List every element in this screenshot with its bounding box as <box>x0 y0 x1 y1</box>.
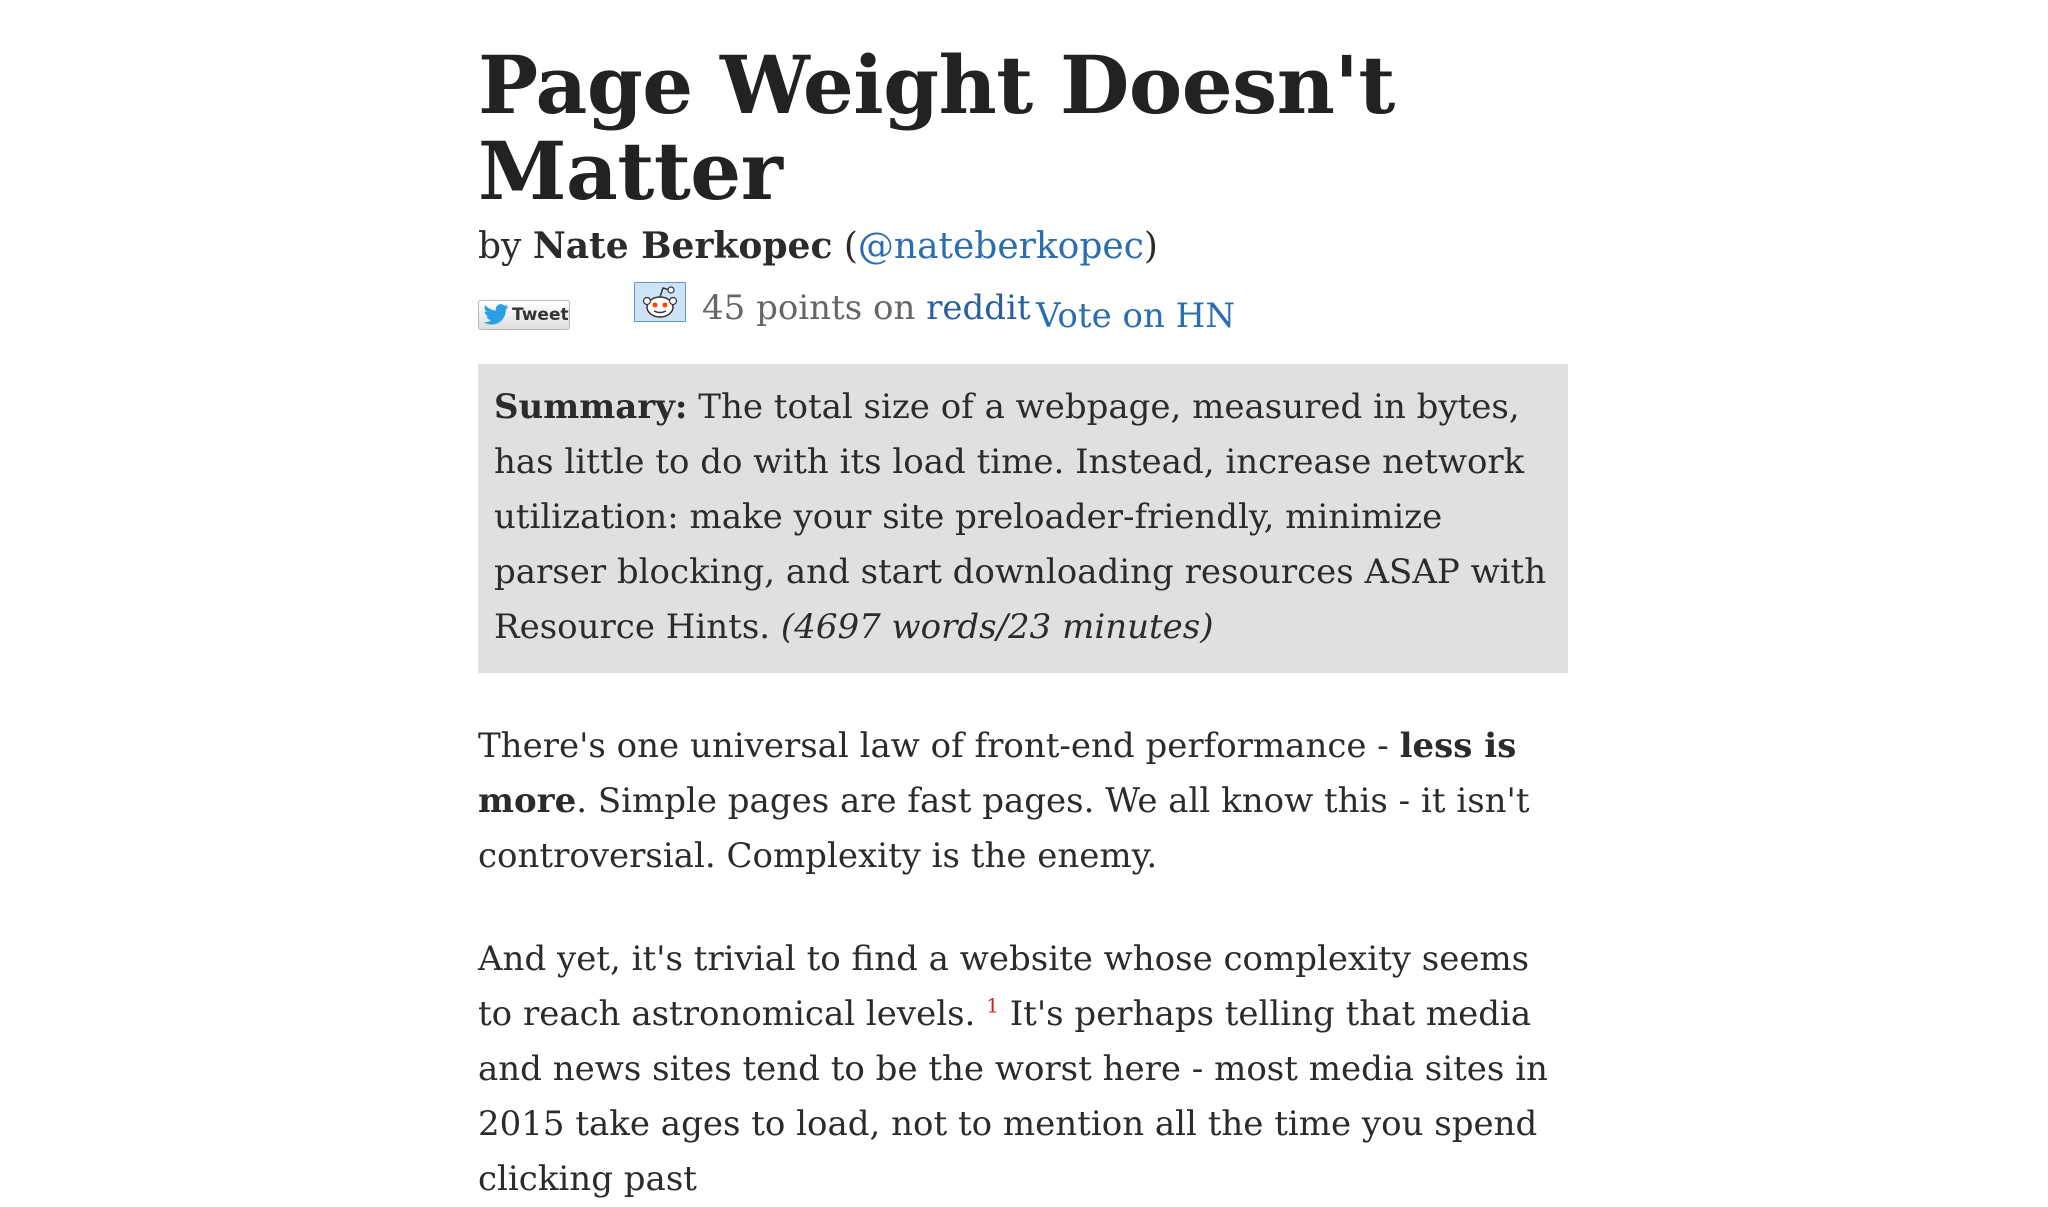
author-name: Nate Berkopec <box>532 225 833 267</box>
twitter-handle-link[interactable]: @nateberkopec <box>857 226 1144 267</box>
summary-meta: (4697 words/23 minutes) <box>780 607 1214 647</box>
reddit-link[interactable]: reddit <box>926 288 1031 328</box>
reddit-alien-icon[interactable] <box>634 282 686 322</box>
paragraph-1-text-a: There's one universal law of front-end performance - <box>478 726 1400 766</box>
paragraph-1 <box>478 719 1568 884</box>
reddit-score <box>702 286 1031 330</box>
summary-box <box>478 364 1568 673</box>
paragraph-2 <box>478 932 1568 1207</box>
tweet-button[interactable] <box>478 300 570 330</box>
byline-prefix: by <box>478 226 533 267</box>
summary-text: The total size of a webpage, measured in bytes, has little to do with its load time. Instead, increase network utilization: make your site preloader-friendly, minimize parser blocking, and start downloading resources ASAP with Resource Hints. <box>494 387 1547 647</box>
paragraph-2-text-a: And yet, it's trivial to find a website whose complexity seems to reach astronomical levels. <box>478 939 1530 1034</box>
summary-label: Summary: <box>494 387 688 427</box>
paragraph-2-text-b: It's perhaps telling that media and news sites tend to be the worst here - most media sites in 2015 take ages to load, not to mention all the time you spend clicking past <box>478 994 1548 1199</box>
handle-close: ) <box>1143 226 1158 267</box>
article-title: Page Weight Doesn't Matter <box>478 38 1395 218</box>
social-share-bar <box>478 280 1568 340</box>
paragraph-1-text-b: . Simple pages are fast pages. We all know this - it isn't controversial. Complexity is the enemy. <box>478 781 1530 876</box>
vote-on-hn-link[interactable]: Vote on HN <box>1036 296 1236 336</box>
byline <box>478 222 1158 271</box>
twitter-bird-icon <box>483 304 509 326</box>
footnote-link-1[interactable]: 1 <box>986 993 999 1018</box>
tweet-label: Tweet <box>512 305 569 325</box>
reddit-points-text: 45 points on <box>702 288 927 328</box>
paragraph-1-bold: less is more <box>478 726 1517 821</box>
handle-open: ( <box>832 226 858 267</box>
